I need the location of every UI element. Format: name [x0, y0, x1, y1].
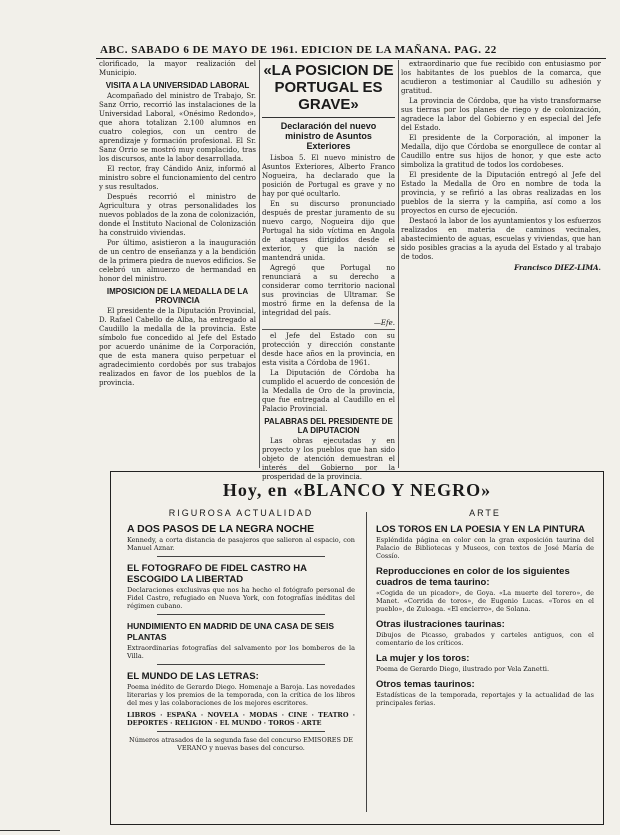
- ad-item-text: Extraordinarias fotografías del salvamento por los bomberos de la Villa.: [127, 644, 355, 660]
- ad-section-label: RIGUROSA ACTUALIDAD: [168, 508, 314, 518]
- section-heading-speech: PALABRAS DEL PRESIDENTE DE LA DIPUTACION: [264, 417, 393, 435]
- paragraph: Destacó la labor de los ayuntamientos y los esfuerzos realizados en materia de caminos vecinales, abastecimiento de aguas, escuelas y viviendas, que han sido posibles gracias a la ayuda del Estado y al trabajo de todos.: [401, 217, 601, 261]
- ad-item-heading: HUNDIMIENTO EN MADRID DE UNA CASA DE SEIS PLANTAS: [127, 621, 335, 642]
- ad-footnote: Números atrasados de la segunda fase del concurso EMISORES DE VERANO y nuevas bases del concurso.: [129, 736, 353, 752]
- advertisement-blanco-y-negro: [110, 471, 604, 825]
- paragraph: Por último, asistieron a la inauguración de un centro de enseñanza y a la bendición de la primera piedra de nuevos edificios. Se celebró un almuerzo de hermandad en honor del ministro.: [99, 239, 256, 283]
- paragraph: Lisboa 5. El nuevo ministro de Asuntos Exteriores, Alberto Franco Nogueira, ha declarado que la posición de Portugal es grave y no hay por qué ocultarlo.: [262, 154, 395, 198]
- column-left: [99, 60, 256, 468]
- ad-item-heading: Otras ilustraciones taurinas:: [376, 619, 505, 630]
- paragraph: el Jefe del Estado con su protección y dirección constante desde hace años en la provincia, en esta visita a Córdoba de 1961.: [262, 329, 395, 368]
- headline-box: [262, 60, 395, 118]
- ad-rule: [157, 664, 325, 665]
- paragraph: El rector, fray Cándido Aniz, informó al ministro sobre el funcionamiento del centro y sus resultados.: [99, 165, 256, 191]
- ad-item-text: «Cogida de un picador», de Goya. «La muerte del torero», de Manet. «Corrida de toros», de Eugenio Lucas. «Toros en el pueblo», de Zuloaga. «El encierro», de Solana.: [376, 589, 594, 613]
- ad-item-heading: A DOS PASOS DE LA NEGRA NOCHE: [127, 523, 315, 535]
- ad-rule: [157, 731, 325, 732]
- ad-item-text: Poema inédito de Gerardo Diego. Homenaje a Baroja. Las novedades literarias y los premios de la temporada, con la crítica de los libros del mes y las colaboraciones de los mejores escritores.: [127, 683, 355, 707]
- ad-item-heading: Reproducciones en color de los siguientes cuadros de tema taurino:: [376, 566, 570, 588]
- paragraph: El presidente de la Diputación Provincial, D. Rafael Cabello de Alba, ha entregado al Caudillo la medalla de la provincia. Este símbolo fue concedido al Jefe del Estado por acuerdo unánime de la Corporación, que de esta manera quiso perpetuar el agradecimiento cordobés por sus trabajos realizados en favor de los pueblos de la provincia.: [99, 307, 256, 387]
- ad-left-column: [127, 508, 355, 816]
- ad-item-text: Dibujos de Picasso, grabados y carteles antiguos, con el comentario de los críticos.: [376, 631, 594, 647]
- ad-right-column: [376, 508, 594, 816]
- headline: «LA POSICION DE PORTUGAL ES GRAVE»: [263, 62, 394, 113]
- ad-divider: [366, 512, 367, 812]
- author-signature: Francisco DIEZ-LIMA.: [514, 263, 601, 272]
- paragraph: Acompañado del ministro de Trabajo, Sr. Sanz Orrio, recorrió las instalaciones de la Universidad Laboral, «Onésimo Redondo», que ahora totalizan 2.100 alumnos en cuatro colegios, con un centro de aprendizaje y formación profesional. El Sr. Sanz Orrio se mostró muy complacido, tras los discursos, ante la labor desarrollada.: [99, 92, 256, 163]
- page-header: ABC. SABADO 6 DE MAYO DE 1961. EDICION DE LA MAÑANA. PAG. 22: [100, 44, 497, 56]
- ad-item-heading: La mujer y los toros:: [376, 653, 470, 664]
- footer-rule: [0, 830, 60, 831]
- ad-item-heading: EL MUNDO DE LAS LETRAS:: [127, 671, 259, 682]
- ad-item-text: Kennedy, a corta distancia de pasajeros que salieron al espacio, con Manuel Aznar.: [127, 536, 355, 552]
- ad-item-heading: EL FOTOGRAFO DE FIDEL CASTRO HA ESCOGIDO LA LIBERTAD: [127, 563, 307, 585]
- ad-item-text: Espléndida página en color con la gran exposición taurina del Palacio de Bibliotecas y Museos, con textos de José María de Cossío.: [376, 536, 594, 560]
- paragraph: extraordinario que fue recibido con entusiasmo por los habitantes de los pueblos de la comarca, que acudieron a testimoniar al Caudillo su adhesión y gratitud.: [401, 60, 601, 95]
- paragraph: La Diputación de Córdoba ha cumplido el acuerdo de concesión de la Medalla de Oro de la provincia, que fue entregada al Caudillo en el Palacio Provincial.: [262, 369, 395, 413]
- paragraph: Las obras ejecutadas y en proyecto y los pueblos que han sido objeto de atención demuestran el interés del Gobierno por la prosperidad de la provincia.: [262, 437, 395, 481]
- paragraph: Después recorrió el ministro de Agricultura y otras personalidades los nuevos poblados de la zona de colonización, donde el Instituto Nacional de Colonización ha construido viviendas.: [99, 193, 256, 237]
- column-divider: [259, 60, 260, 468]
- column-right: [401, 60, 601, 468]
- paragraph: El presidente de la Corporación, al imponer la Medalla, dijo que Córdoba se enorgullece de contar al Caudillo entre sus hijos de honor, y que este acto simboliza la gratitud de todos los cordobeses.: [401, 134, 601, 169]
- column-center: [262, 60, 395, 481]
- section-heading-university: VISITA A LA UNIVERSIDAD LABORAL: [105, 81, 250, 90]
- ad-item-text: Poema de Gerardo Diego, ilustrado por Vela Zanetti.: [376, 665, 550, 673]
- subheadline: Declaración del nuevo ministro de Asuntos Exteriores: [280, 121, 377, 151]
- ad-rule: [157, 614, 325, 615]
- ad-item-heading: LOS TOROS EN LA POESIA Y EN LA PINTURA: [376, 524, 586, 535]
- ad-sections-list: LIBROS · ESPAÑA · NOVELA · MODAS · CINE · TEATRO · DEPORTES · RELIGION · EL MUNDO · TOROS · ARTE: [127, 711, 355, 727]
- paragraph: La provincia de Córdoba, que ha visto transformarse sus tierras por los planes de riego y de colonización, agradece la labor del Gobierno y en especial del Jefe del Estado.: [401, 97, 601, 132]
- paragraph: Agregó que Portugal no renunciará a su derecho a considerar como territorio nacional sus provincias de Ultramar. Se mostró firme en la defensa de la integridad del país.: [262, 264, 395, 317]
- column-intro: clorificado, la mayor realización del Municipio.: [99, 60, 256, 77]
- ad-rule: [157, 556, 325, 557]
- ad-item-text: Estadísticas de la temporada, reportajes y la actualidad de las principales ferias.: [376, 691, 594, 707]
- ad-title: Hoy, en «BLANCO Y NEGRO»: [222, 480, 492, 500]
- ad-item-text: Declaraciones exclusivas que nos ha hecho el fotógrafo personal de Fidel Castro, refugiado en Nueva York, con fotografías inéditas del régimen cubano.: [127, 586, 355, 610]
- column-divider: [398, 60, 399, 468]
- header-rule: [96, 58, 606, 59]
- ad-section-label: ARTE: [469, 508, 501, 518]
- paragraph: En su discurso pronunciado después de prestar juramento de su nuevo cargo, Nogueira dijo que Portugal ha sido víctima en Angola de ataques dirigidos desde el exterior, y que la nación se mantendrá unida.: [262, 200, 395, 262]
- paragraph: El presidente de la Diputación entregó al Jefe del Estado la Medalla de Oro en nombre de toda la provincia, y se refirió a las obras realizadas en los pueblos de la sierra y la campiña, así como a los proyectos en curso de ejecución.: [401, 171, 601, 215]
- section-heading-medal: IMPOSICION DE LA MEDALLA DE LA PROVINCIA: [106, 287, 249, 305]
- ad-item-heading: Otros temas taurinos:: [376, 679, 475, 690]
- news-agency-signature: —Efe.: [373, 319, 395, 327]
